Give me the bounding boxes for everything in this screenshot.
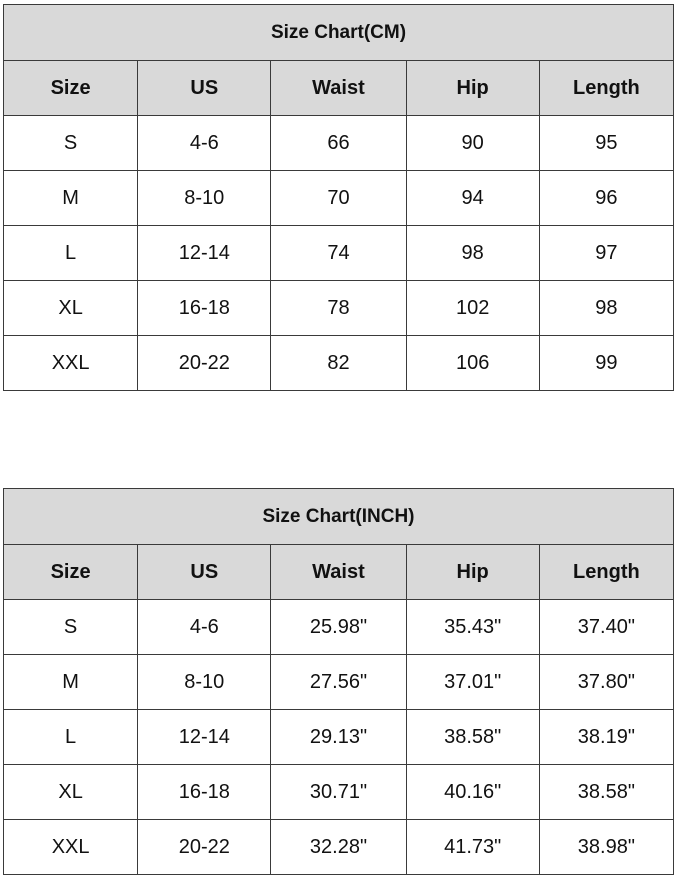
cell-hip: 41.73" bbox=[406, 820, 539, 875]
column-header-hip: Hip bbox=[406, 545, 539, 600]
cell-hip: 94 bbox=[406, 171, 539, 226]
cell-length: 38.19" bbox=[539, 710, 673, 765]
cell-size: L bbox=[4, 226, 138, 281]
cell-waist: 82 bbox=[271, 336, 406, 391]
table-row bbox=[4, 820, 674, 875]
cell-length: 38.58" bbox=[539, 765, 673, 820]
cell-hip: 102 bbox=[406, 281, 539, 336]
cell-us: 16-18 bbox=[138, 281, 271, 336]
cell-size: L bbox=[4, 710, 138, 765]
cell-size: XL bbox=[4, 281, 138, 336]
cell-us: 20-22 bbox=[138, 336, 271, 391]
table-row bbox=[4, 171, 674, 226]
table-row bbox=[4, 281, 674, 336]
cell-us: 16-18 bbox=[138, 765, 271, 820]
cell-hip: 38.58" bbox=[406, 710, 539, 765]
table-title: Size Chart(INCH) bbox=[4, 489, 674, 545]
column-header-length: Length bbox=[539, 545, 673, 600]
cell-waist: 66 bbox=[271, 116, 406, 171]
table-header-row bbox=[4, 545, 674, 600]
table-header-row bbox=[4, 61, 674, 116]
size-chart-cm-table bbox=[3, 4, 674, 391]
cell-size: M bbox=[4, 171, 138, 226]
cell-us: 12-14 bbox=[138, 710, 271, 765]
table-title-row bbox=[4, 5, 674, 61]
cell-size: XXL bbox=[4, 820, 138, 875]
cell-us: 4-6 bbox=[138, 116, 271, 171]
cell-hip: 35.43" bbox=[406, 600, 539, 655]
table-title-row bbox=[4, 489, 674, 545]
cell-hip: 40.16" bbox=[406, 765, 539, 820]
cell-us: 8-10 bbox=[138, 655, 271, 710]
cell-waist: 30.71" bbox=[271, 765, 406, 820]
cell-size: S bbox=[4, 600, 138, 655]
cell-hip: 37.01" bbox=[406, 655, 539, 710]
table-row bbox=[4, 600, 674, 655]
cell-length: 37.40" bbox=[539, 600, 673, 655]
cell-waist: 70 bbox=[271, 171, 406, 226]
cell-waist: 32.28" bbox=[271, 820, 406, 875]
cell-length: 98 bbox=[539, 281, 673, 336]
table-row bbox=[4, 710, 674, 765]
cell-us: 12-14 bbox=[138, 226, 271, 281]
column-header-us: US bbox=[138, 61, 271, 116]
cell-hip: 90 bbox=[406, 116, 539, 171]
table-row bbox=[4, 336, 674, 391]
column-header-waist: Waist bbox=[271, 545, 406, 600]
cell-size: M bbox=[4, 655, 138, 710]
size-chart-inch-table bbox=[3, 488, 674, 875]
cell-waist: 29.13" bbox=[271, 710, 406, 765]
cell-hip: 106 bbox=[406, 336, 539, 391]
column-header-waist: Waist bbox=[271, 61, 406, 116]
cell-size: XXL bbox=[4, 336, 138, 391]
table-row bbox=[4, 655, 674, 710]
table-row bbox=[4, 116, 674, 171]
column-header-size: Size bbox=[4, 545, 138, 600]
table-title: Size Chart(CM) bbox=[4, 5, 674, 61]
column-header-length: Length bbox=[539, 61, 673, 116]
cell-size: S bbox=[4, 116, 138, 171]
cell-waist: 27.56" bbox=[271, 655, 406, 710]
cell-length: 95 bbox=[539, 116, 673, 171]
cell-us: 8-10 bbox=[138, 171, 271, 226]
cell-us: 4-6 bbox=[138, 600, 271, 655]
cell-size: XL bbox=[4, 765, 138, 820]
cell-waist: 25.98" bbox=[271, 600, 406, 655]
table-row bbox=[4, 765, 674, 820]
cell-hip: 98 bbox=[406, 226, 539, 281]
cell-us: 20-22 bbox=[138, 820, 271, 875]
cell-waist: 78 bbox=[271, 281, 406, 336]
cell-length: 37.80" bbox=[539, 655, 673, 710]
cell-length: 96 bbox=[539, 171, 673, 226]
column-header-size: Size bbox=[4, 61, 138, 116]
table-row bbox=[4, 226, 674, 281]
cell-length: 97 bbox=[539, 226, 673, 281]
column-header-us: US bbox=[138, 545, 271, 600]
column-header-hip: Hip bbox=[406, 61, 539, 116]
cell-waist: 74 bbox=[271, 226, 406, 281]
cell-length: 38.98" bbox=[539, 820, 673, 875]
cell-length: 99 bbox=[539, 336, 673, 391]
